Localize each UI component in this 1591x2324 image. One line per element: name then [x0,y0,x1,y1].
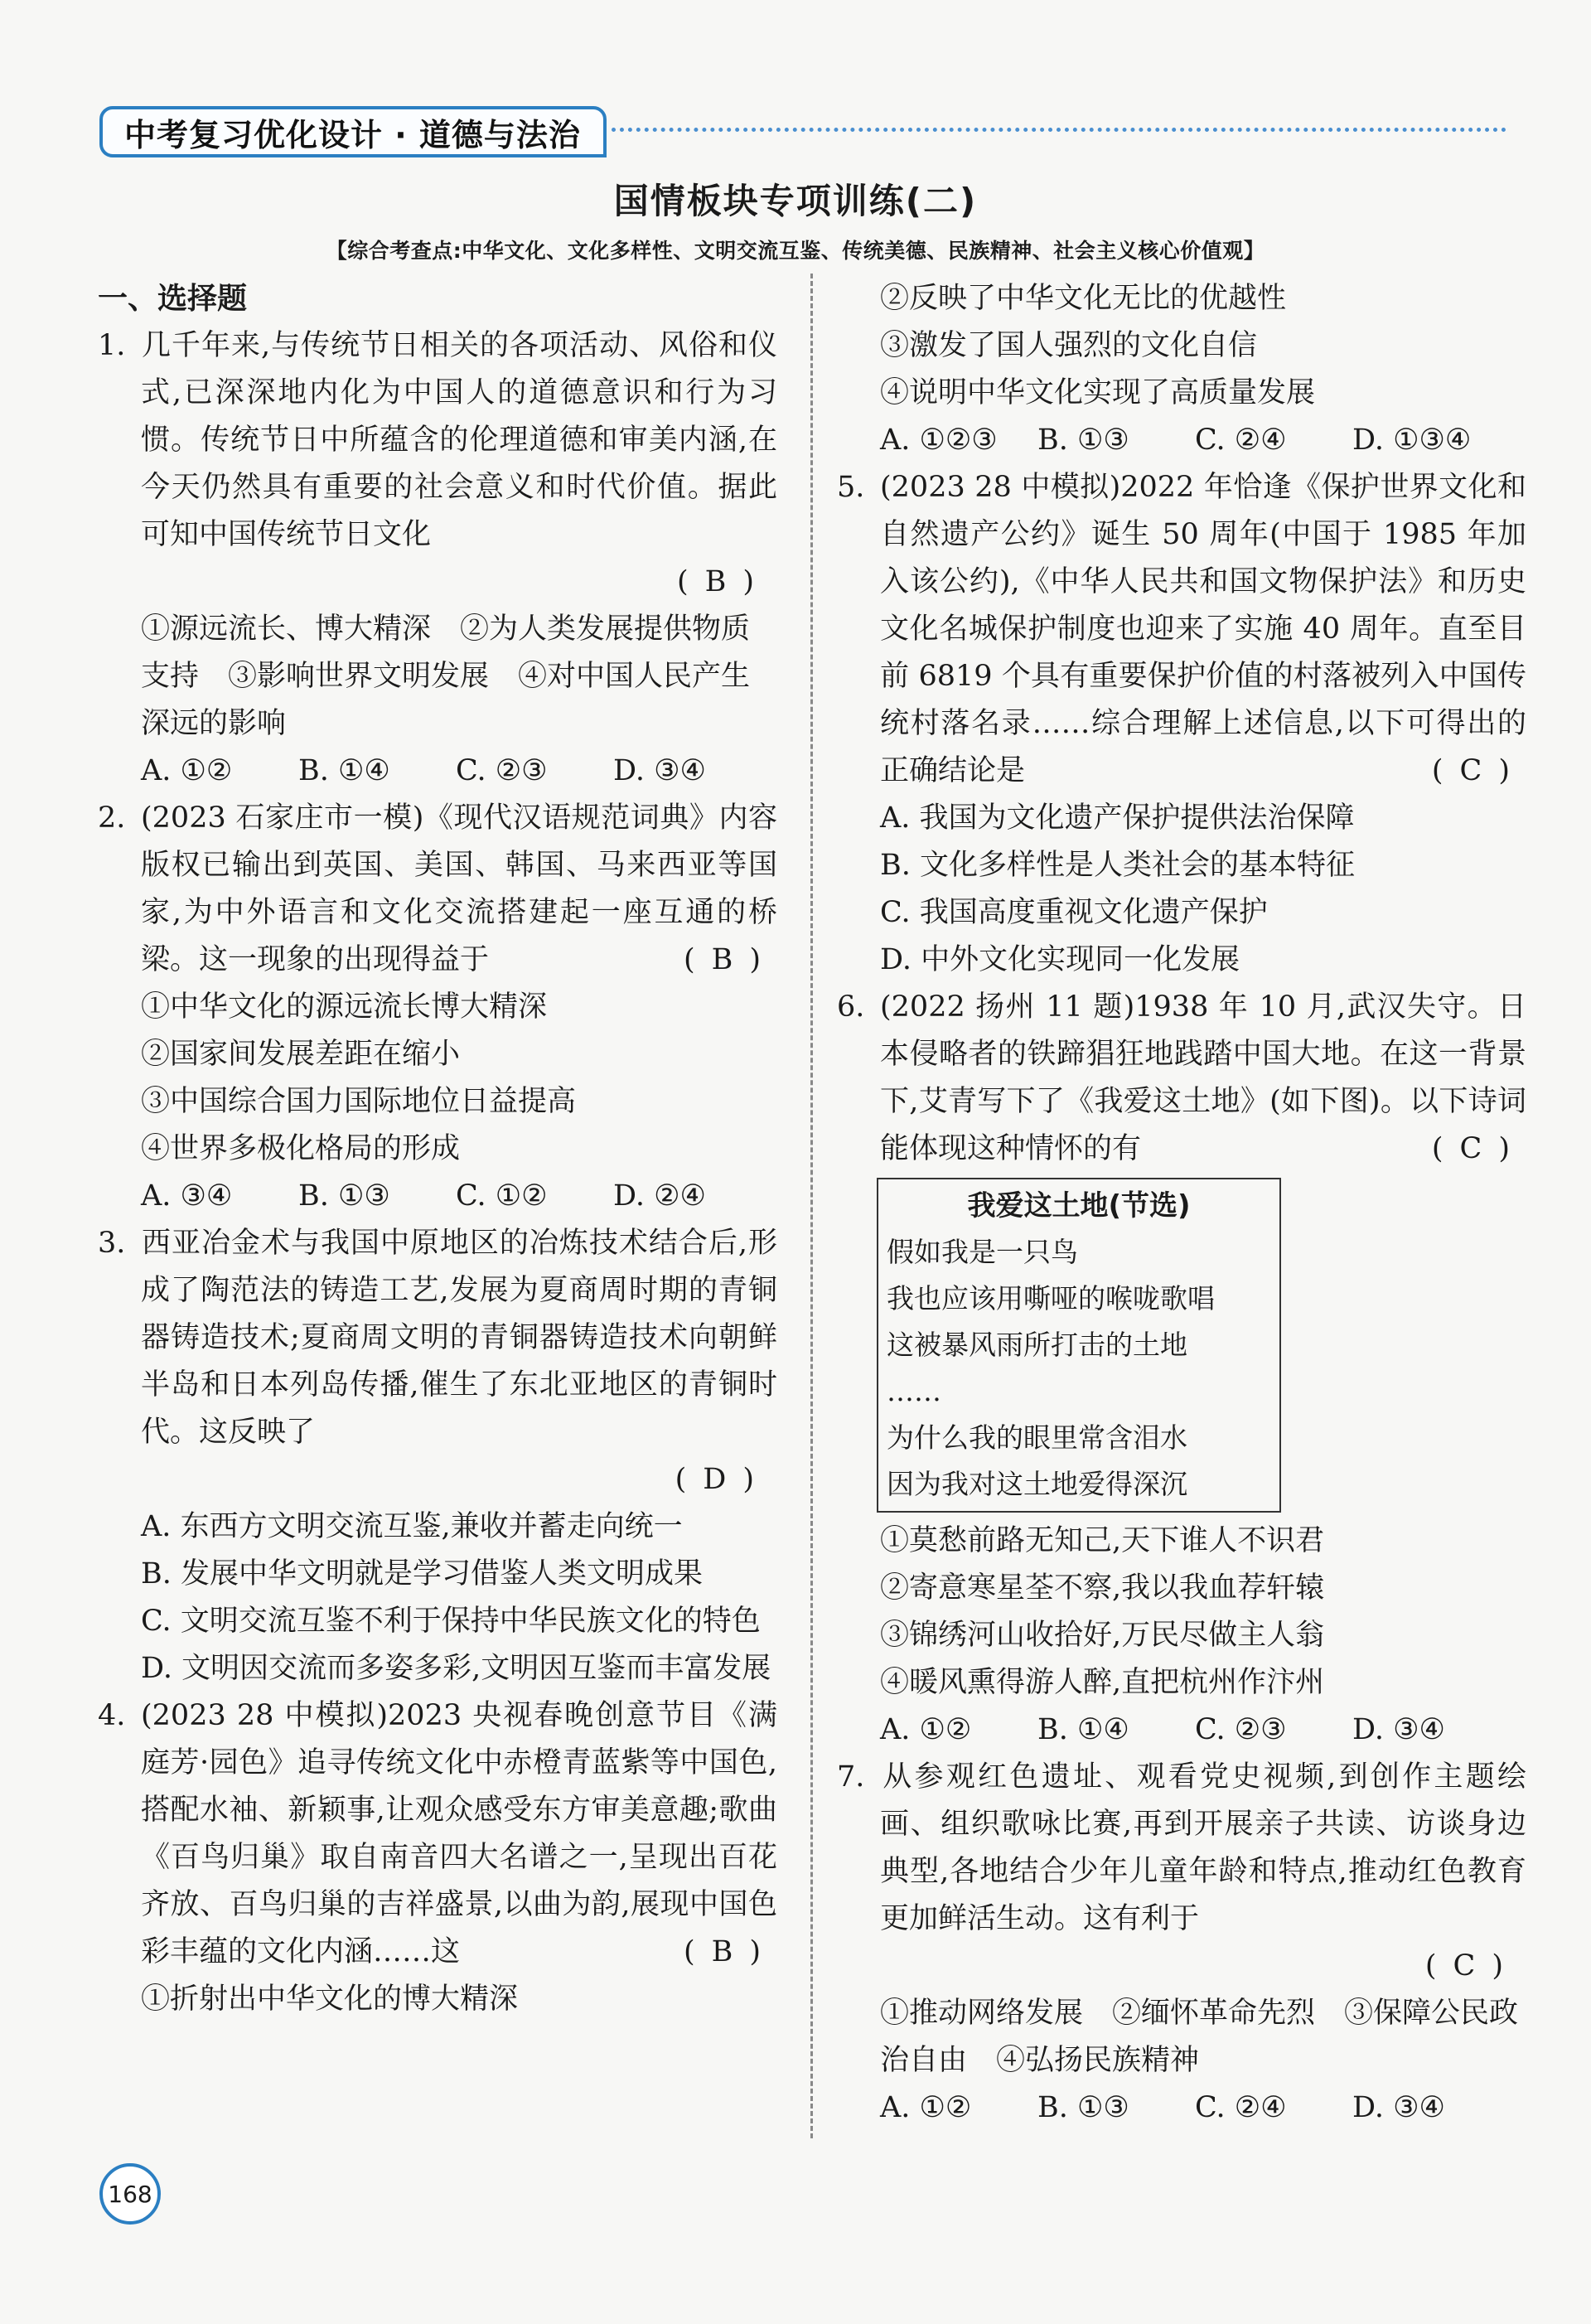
question-number: 4. [98,1699,126,1732]
choice-b[interactable]: B. ①③ [298,1179,390,1213]
choice-b[interactable]: B. 发展中华文明就是学习借鉴人类文明成果 [141,1557,703,1590]
statement-item: ④暖风熏得游人醉,直把杭州作汴州 [880,1666,1325,1699]
statement-item: ①莫愁前路无知己,天下谁人不识君 [880,1524,1325,1557]
statement-items: ①源远流长、博大精深 ②为人类发展提供物质支持 ③影响世界文明发展 ④对中国人民产生深远的影响 [141,612,751,740]
choice-b[interactable]: B. 文化多样性是人类社会的基本特征 [880,849,1355,882]
answer-choices [837,1707,1526,1754]
statement-item: ③中国综合国力国际地位日益提高 [141,1085,577,1118]
question-4 [98,1692,777,2023]
choice-d[interactable]: D. ③④ [1352,1713,1445,1746]
poem-line: 这被暴风雨所打击的土地 [887,1329,1187,1361]
question-text: 几千年来,与传统节日相关的各项活动、风俗和仪式,已深深地内化为中国人的道德意识和行为习惯。传统节日中所蕴含的伦理道德和审美内涵,在今天仍然具有重要的社会意义和时代价值。据此可知中国传统节日文化 [141,329,777,551]
choice-b[interactable]: B. ①④ [298,754,390,787]
choice-c[interactable]: C. ①② [456,1179,548,1213]
question-stem [837,464,1526,795]
question-number: 1. [98,329,126,362]
answer-mark: (B) [683,1935,777,1968]
choice-c[interactable]: C. ②③ [1195,1713,1287,1746]
answer-choices [98,748,777,795]
question-text: 从参观红色遗址、观看党史视频,到创作主题绘画、组织歌咏比赛,再到开展亲子共读、访谈身边典型,各地结合少年儿童年龄和特点,推动红色教育更加鲜活生动。这有利于 [880,1760,1526,1935]
statement-items: ①推动网络发展 ②缅怀革命先烈 ③保障公民政治自由 ④弘扬民族精神 [880,1997,1519,2077]
statement-item: ④世界多极化格局的形成 [141,1132,461,1165]
poem-line: 因为我对这土地爱得深沉 [887,1468,1187,1500]
poem-line: 我也应该用嘶哑的喉咙歌唱 [887,1282,1215,1315]
choice-c[interactable]: C. 我国高度重视文化遗产保护 [880,896,1268,929]
question-7 [837,1754,1526,2132]
choice-a[interactable]: A. ①② [880,2091,972,2124]
header-dotted-rule [612,128,1506,132]
answer-choices [837,417,1526,464]
choice-a[interactable]: A. ①② [141,754,233,787]
right-column [837,275,1526,2132]
statement-item: ④说明中华文化实现了高质量发展 [880,376,1316,409]
answer-choices [98,1173,777,1220]
question-stem [98,322,777,559]
choice-c[interactable]: C. ②④ [1195,2091,1287,2124]
question-number: 7. [837,1760,865,1794]
choice-a[interactable]: A. 我国为文化遗产保护提供法治保障 [880,801,1355,835]
series-header [99,106,607,157]
answer-mark: (D) [675,1463,771,1496]
question-3 [98,1220,777,1692]
page-number: 168 [99,2163,161,2225]
poem-line: 假如我是一只鸟 [887,1236,1078,1268]
question-stem [837,1754,1526,1943]
choice-d[interactable]: D. ①③④ [1352,424,1472,457]
question-number: 6. [837,990,865,1024]
choice-d[interactable]: D. 中外文化实现同一化发展 [880,943,1240,976]
question-stem [98,1692,777,1976]
left-column [98,275,777,2023]
question-text: (2023 28 中模拟)2023 央视春晚创意节目《满庭芳·园色》追寻传统文化中赤橙青蓝紫等中国色,搭配水袖、新颖事,让观众感受东方审美意趣;歌曲《百鸟归巢》取自南音四大名谱之一,呈现出百花齐放、百鸟归巢的吉祥盛景,以曲为韵,展现中国色彩丰蕴的文化内涵……这 [141,1699,777,1968]
question-stem [837,984,1526,1173]
focus-points: 【综合考查点:中华文化、文化多样性、文明交流互鉴、传统美德、民族精神、社会主义核心价值观】 [326,239,1265,263]
choice-a[interactable]: A. ①②③ [880,424,998,457]
question-number: 5. [837,471,865,504]
question-2 [98,795,777,1220]
poem-title: 我爱这土地(节选) [967,1189,1191,1223]
statement-item: ②寄意寒星荃不察,我以我血荐轩辕 [880,1571,1325,1605]
question-number: 2. [98,801,126,835]
poem-line: …… [887,1375,941,1407]
question-stem [98,795,777,984]
poem-excerpt-box [877,1178,1281,1513]
question-text: (2023 石家庄市一模)《现代汉语规范词典》内容版权已输出到英国、美国、韩国、马来西亚等国家,为中外语言和文化交流搭建起一座互通的桥梁。这一现象的出现得益于 [141,801,777,976]
question-5 [837,464,1526,984]
choice-b[interactable]: B. ①④ [1037,1713,1129,1746]
statement-item: ①中华文化的源远流长博大精深 [141,990,548,1024]
question-text: (2022 扬州 11 题)1938 年 10 月,武汉失守。日本侵略者的铁蹄猖狂地践踏中国大地。在这一背景下,艾青写下了《我爱这土地》(如下图)。以下诗词能体现这种情怀的有 [880,990,1526,1165]
statement-item: ③锦绣河山收拾好,万民尽做主人翁 [880,1619,1325,1652]
answer-mark: (C) [1424,1949,1520,1983]
question-6 [837,984,1526,1754]
choice-d[interactable]: D. ③④ [1352,2091,1445,2124]
choice-d[interactable]: D. 文明因交流而多姿多彩,文明因互鉴而丰富发展 [141,1652,771,1685]
choice-b[interactable]: B. ①③ [1037,424,1129,457]
answer-mark: (C) [1431,1132,1526,1165]
choice-d[interactable]: D. ②④ [613,1179,706,1213]
choice-c[interactable]: C. 文明交流互鉴不利于保持中华民族文化的特色 [141,1605,761,1638]
choice-c[interactable]: C. ②③ [456,754,548,787]
question-text: 西亚冶金术与我国中原地区的冶炼技术结合后,形成了陶范法的铸造工艺,发展为夏商周时期的青铜器铸造技术;夏商周文明的青铜器铸造技术向朝鲜半岛和日本列岛传播,催生了东北亚地区的青铜时代。这反映了 [141,1227,777,1449]
choice-a[interactable]: A. 东西方文明交流互鉴,兼收并蓄走向统一 [141,1510,683,1543]
choice-b[interactable]: B. ①③ [1037,2091,1129,2124]
answer-mark: (C) [1431,754,1526,787]
answer-choices [837,2084,1526,2132]
column-divider [810,274,813,2138]
statement-item: ①折射出中华文化的博大精深 [141,1983,519,2016]
statement-item: ②国家间发展差距在缩小 [141,1038,461,1071]
choice-a[interactable]: A. ③④ [141,1179,233,1213]
series-title: 中考复习优化设计 · 道德与法治 [124,116,581,153]
statement-item: ③激发了国人强烈的文化自信 [880,329,1258,362]
answer-mark: (B) [676,565,771,598]
answer-mark: (B) [683,943,777,976]
page-title: 国情板块专项训练(二) [613,181,978,221]
choice-d[interactable]: D. ③④ [613,754,706,787]
choice-c[interactable]: C. ②④ [1195,424,1287,457]
question-4-continued [837,275,1526,464]
question-1 [98,322,777,795]
statement-item: ②反映了中华文化无比的优越性 [880,282,1287,315]
section-heading: 一、选择题 [98,282,248,316]
question-number: 3. [98,1227,126,1260]
choice-a[interactable]: A. ①② [880,1713,972,1746]
question-stem [98,1220,777,1456]
poem-line: 为什么我的眼里常含泪水 [887,1421,1187,1454]
question-text: (2023 28 中模拟)2022 年恰逢《保护世界文化和自然遗产公约》诞生 50 周年(中国于 1985 年加入该公约),《中华人民共和国文物保护法》和历史文化名城保护制度也迎来了实施 40 周年。直至目前 6819 个具有重要保护价值的村落被列入中国传统村落名录……综合理解上述信息,以下可得出的正确结论是 [880,471,1526,787]
